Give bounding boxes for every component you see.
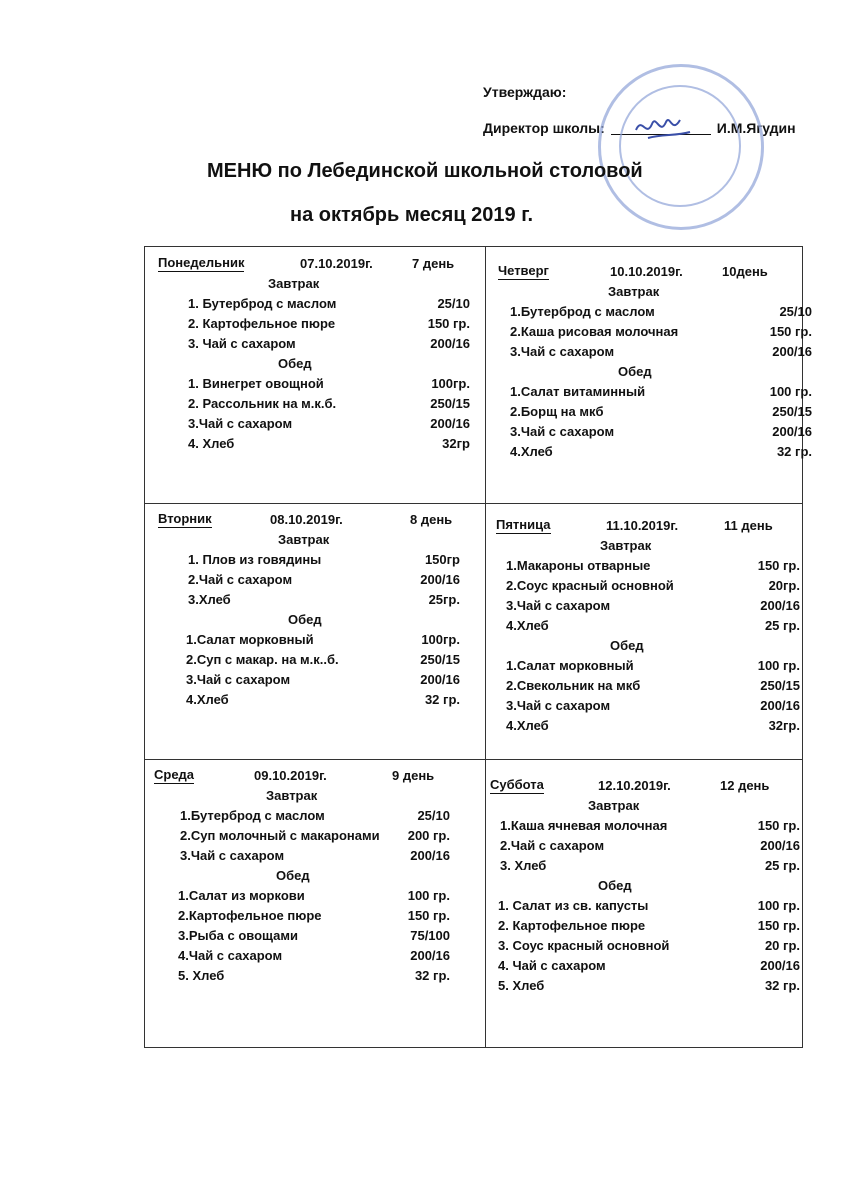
- menu-item-amount: 250/15: [772, 404, 812, 419]
- menu-item-name: 2.Свекольник на мкб: [506, 678, 641, 693]
- menu-item-amount: 150 гр.: [427, 316, 470, 331]
- menu-item-name: 5. Хлеб: [498, 978, 545, 993]
- menu-item: [506, 656, 800, 676]
- menu-item: [180, 826, 450, 846]
- menu-item-amount: 20 гр.: [764, 938, 800, 953]
- menu-item-amount: 25 гр.: [764, 618, 800, 633]
- day-header: [490, 776, 820, 796]
- menu-item-amount: 200/16: [410, 948, 450, 963]
- menu-item-name: 2. Рассольник на м.к.б.: [188, 396, 337, 411]
- menu-item-amount: 100 гр.: [769, 384, 812, 399]
- day-name: Четверг: [498, 263, 549, 278]
- menu-item-name: 4. Хлеб: [188, 436, 235, 451]
- menu-item-amount: 25/10: [417, 808, 450, 823]
- breakfast-label: Завтрак: [266, 788, 318, 803]
- lunch-label: Обед: [610, 638, 644, 653]
- menu-item: [510, 402, 812, 422]
- menu-item-amount: 100 гр.: [757, 658, 800, 673]
- menu-item-name: 2. Картофельное пюре: [188, 316, 336, 331]
- menu-item-amount: 32 гр.: [776, 444, 812, 459]
- menu-item: [186, 670, 460, 690]
- menu-item-amount: 25/10: [779, 304, 812, 319]
- day-name: Вторник: [158, 511, 212, 526]
- menu-item: [188, 590, 460, 610]
- menu-item-name: 1. Бутерброд с маслом: [188, 296, 337, 311]
- menu-item-amount: 150 гр.: [757, 918, 800, 933]
- menu-item-name: 4.Хлеб: [506, 718, 549, 733]
- day-date: 08.10.2019г.: [270, 512, 343, 527]
- menu-item-name: 1. Винегрет овощной: [188, 376, 324, 391]
- menu-item-name: 1.Салат из моркови: [178, 888, 305, 903]
- menu-item: [510, 382, 812, 402]
- menu-item-amount: 200 гр.: [407, 828, 450, 843]
- menu-item-amount: 200/16: [420, 672, 460, 687]
- menu-item-amount: 32 гр.: [414, 968, 450, 983]
- day-number: 7 день: [412, 256, 455, 271]
- menu-item: [178, 926, 450, 946]
- menu-item-name: 1.Макароны отварные: [506, 558, 651, 573]
- menu-item: [506, 576, 800, 596]
- menu-item: [188, 550, 460, 570]
- menu-item: [178, 906, 450, 926]
- menu-item: [500, 816, 800, 836]
- menu-item: [188, 294, 470, 314]
- lunch-label: Обед: [598, 878, 632, 893]
- menu-item-name: 3. Чай с сахаром: [188, 336, 296, 351]
- breakfast-label: Завтрак: [278, 532, 330, 547]
- day-date: 09.10.2019г.: [254, 768, 327, 783]
- menu-item: [510, 322, 812, 342]
- menu-item-amount: 200/16: [410, 848, 450, 863]
- menu-item-name: 1.Бутерброд с маслом: [510, 304, 655, 319]
- menu-item-name: 2. Картофельное пюре: [498, 918, 646, 933]
- day-header: [496, 516, 826, 536]
- page-subtitle: на октябрь месяц 2019 г.: [290, 204, 534, 226]
- menu-item-amount: 100гр.: [421, 632, 460, 647]
- menu-item: [510, 302, 812, 322]
- menu-item-amount: 200/16: [760, 698, 800, 713]
- day-date: 12.10.2019г.: [598, 778, 671, 793]
- menu-item: [188, 434, 470, 454]
- day-cell: [158, 510, 488, 760]
- breakfast-label: Завтрак: [600, 538, 652, 553]
- menu-item-amount: 250/15: [430, 396, 470, 411]
- menu-item: [510, 422, 812, 442]
- menu-item: [500, 836, 800, 856]
- day-date: 10.10.2019г.: [610, 264, 683, 279]
- menu-item-amount: 200/16: [760, 958, 800, 973]
- menu-item-amount: 200/16: [430, 416, 470, 431]
- director-label: Директор школы:: [483, 120, 605, 136]
- menu-item-amount: 150 гр.: [757, 558, 800, 573]
- menu-item: [498, 916, 800, 936]
- day-cell: [158, 254, 488, 504]
- lunch-label: Обед: [288, 612, 322, 627]
- menu-item-amount: 32 гр.: [764, 978, 800, 993]
- menu-item-name: 2.Чай с сахаром: [188, 572, 293, 587]
- menu-item-name: 1. Плов из говядины: [188, 552, 322, 567]
- menu-item-name: 3.Чай с сахаром: [506, 698, 611, 713]
- day-cell: [498, 262, 828, 512]
- menu-item-name: 1.Каша ячневая молочная: [500, 818, 668, 833]
- menu-item-name: 3.Чай с сахаром: [510, 344, 615, 359]
- menu-item-amount: 200/16: [760, 598, 800, 613]
- menu-item-name: 1.Бутерброд с маслом: [180, 808, 325, 823]
- menu-item-name: 3.Чай с сахаром: [510, 424, 615, 439]
- menu-item-amount: 32 гр.: [424, 692, 460, 707]
- menu-item: [178, 966, 450, 986]
- menu-item-name: 1.Салат морковный: [506, 658, 634, 673]
- menu-item-name: 3.Чай с сахаром: [506, 598, 611, 613]
- day-header: [154, 766, 484, 786]
- menu-item-name: 2.Картофельное пюре: [178, 908, 322, 923]
- menu-item-amount: 150 гр.: [407, 908, 450, 923]
- breakfast-label: Завтрак: [608, 284, 660, 299]
- menu-item: [506, 696, 800, 716]
- menu-item: [506, 596, 800, 616]
- menu-item: [510, 342, 812, 362]
- director-name: И.М.Ягудин: [716, 120, 796, 136]
- menu-item-name: 1.Салат морковный: [186, 632, 314, 647]
- menu-item: [498, 936, 800, 956]
- menu-item-amount: 150 гр.: [769, 324, 812, 339]
- menu-item-name: 2.Борщ на мкб: [510, 404, 604, 419]
- menu-item-amount: 150 гр.: [757, 818, 800, 833]
- menu-item-name: 4.Хлеб: [506, 618, 549, 633]
- day-cell: [490, 776, 820, 1026]
- day-name: Понедельник: [158, 255, 245, 270]
- menu-item-amount: 150гр: [424, 552, 460, 567]
- menu-item-amount: 200/16: [430, 336, 470, 351]
- menu-item-name: 3. Хлеб: [500, 858, 547, 873]
- menu-item-name: 4.Хлеб: [186, 692, 229, 707]
- menu-item: [186, 630, 460, 650]
- menu-item-name: 3.Рыба с овощами: [178, 928, 298, 943]
- day-name: Пятница: [496, 517, 551, 532]
- menu-item: [498, 896, 800, 916]
- menu-item-name: 3.Хлеб: [188, 592, 231, 607]
- page-title: МЕНЮ по Лебединской школьной столовой: [207, 160, 643, 182]
- menu-item: [180, 806, 450, 826]
- menu-item-amount: 200/16: [420, 572, 460, 587]
- menu-item-name: 3.Чай с сахаром: [188, 416, 293, 431]
- menu-item: [506, 616, 800, 636]
- menu-item-name: 2.Суп молочный с макаронами: [180, 828, 380, 843]
- lunch-label: Обед: [276, 868, 310, 883]
- day-header: [158, 254, 488, 274]
- menu-item-amount: 75/100: [410, 928, 450, 943]
- menu-item-amount: 25 гр.: [764, 858, 800, 873]
- day-header: [498, 262, 828, 282]
- menu-item: [506, 676, 800, 696]
- menu-item-name: 4. Чай с сахаром: [498, 958, 606, 973]
- menu-item-name: 2.Чай с сахаром: [500, 838, 605, 853]
- menu-item: [188, 334, 470, 354]
- menu-item: [186, 690, 460, 710]
- menu-item: [498, 976, 800, 996]
- day-name: Суббота: [490, 777, 544, 792]
- approval-label: Утверждаю:: [483, 84, 567, 100]
- day-cell: [496, 516, 826, 766]
- menu-item: [188, 570, 460, 590]
- menu-item-amount: 250/15: [420, 652, 460, 667]
- day-name: Среда: [154, 767, 195, 782]
- menu-item-name: 3.Чай с сахаром: [180, 848, 285, 863]
- day-number: 11 день: [724, 518, 773, 533]
- day-number: 8 день: [410, 512, 453, 527]
- menu-item: [188, 394, 470, 414]
- menu-item-amount: 100гр.: [431, 376, 470, 391]
- menu-item-amount: 100 гр.: [407, 888, 450, 903]
- breakfast-label: Завтрак: [268, 276, 320, 291]
- menu-item: [178, 886, 450, 906]
- menu-item-amount: 25гр.: [428, 592, 460, 607]
- menu-item-name: 3. Соус красный основной: [498, 938, 670, 953]
- menu-item: [506, 556, 800, 576]
- menu-item-amount: 200/16: [772, 344, 812, 359]
- menu-item-amount: 200/16: [760, 838, 800, 853]
- day-header: [158, 510, 488, 530]
- menu-item: [178, 946, 450, 966]
- menu-item: [188, 314, 470, 334]
- menu-item-name: 4.Чай с сахаром: [178, 948, 283, 963]
- menu-item-name: 5. Хлеб: [178, 968, 225, 983]
- breakfast-label: Завтрак: [588, 798, 640, 813]
- menu-item-name: 1. Салат из св. капусты: [498, 898, 649, 913]
- menu-item-name: 4.Хлеб: [510, 444, 553, 459]
- menu-item-amount: 200/16: [772, 424, 812, 439]
- menu-item-amount: 25/10: [437, 296, 470, 311]
- menu-item-amount: 100 гр.: [757, 898, 800, 913]
- day-cell: [154, 766, 484, 1016]
- menu-item-name: 2.Каша рисовая молочная: [510, 324, 679, 339]
- menu-item-amount: 32гр: [442, 436, 470, 451]
- menu-item-amount: 250/15: [760, 678, 800, 693]
- menu-item: [188, 374, 470, 394]
- day-number: 9 день: [392, 768, 435, 783]
- day-number: 10день: [722, 264, 768, 279]
- menu-item-name: 3.Чай с сахаром: [186, 672, 291, 687]
- menu-item-amount: 20гр.: [768, 578, 800, 593]
- menu-item-name: 2.Соус красный основной: [506, 578, 674, 593]
- menu-item: [498, 956, 800, 976]
- menu-item: [506, 716, 800, 736]
- menu-item-name: 1.Салат витаминный: [510, 384, 646, 399]
- day-date: 11.10.2019г.: [606, 518, 679, 533]
- lunch-label: Обед: [618, 364, 652, 379]
- menu-item: [500, 856, 800, 876]
- day-number: 12 день: [720, 778, 770, 793]
- menu-item-amount: 32гр.: [768, 718, 800, 733]
- menu-item: [186, 650, 460, 670]
- menu-item: [180, 846, 450, 866]
- signature-mark: [628, 108, 698, 148]
- menu-item: [510, 442, 812, 462]
- lunch-label: Обед: [278, 356, 312, 371]
- menu-item-name: 2.Суп с макар. на м.к..б.: [186, 652, 339, 667]
- day-date: 07.10.2019г.: [300, 256, 373, 271]
- menu-item: [188, 414, 470, 434]
